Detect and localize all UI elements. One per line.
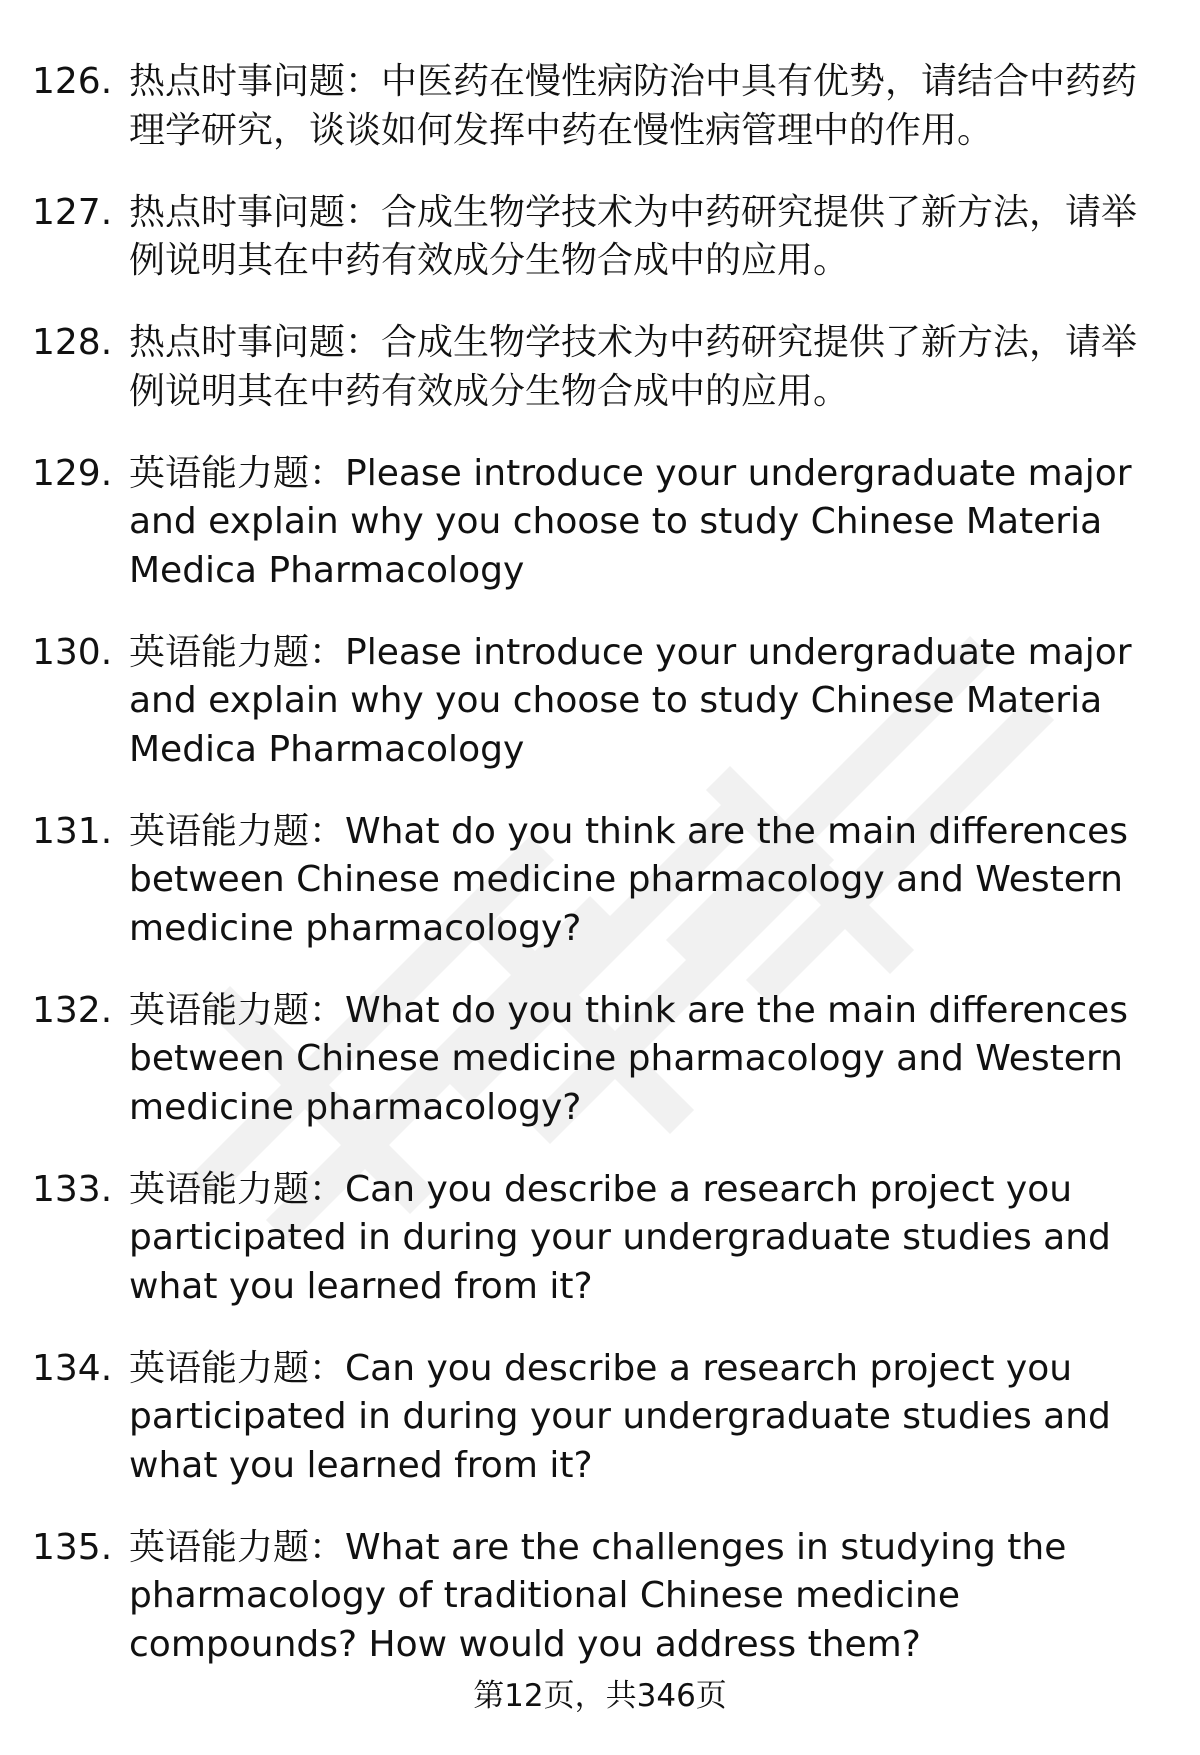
question-number: 132. (32, 989, 113, 1031)
question-text: 热点时事问题：中医药在慢性病防治中具有优势，请结合中药药理学研究，谈谈如何发挥中药在慢性病管理中的作用。 (129, 61, 1138, 151)
question-number: 129. (32, 452, 113, 494)
question-item-135 (32, 1524, 1162, 1670)
question-number: 128. (32, 322, 113, 363)
page-indicator: 第12页，共346页 (473, 1678, 727, 1714)
question-number: 134. (32, 1347, 113, 1389)
question-number: 133. (32, 1168, 113, 1210)
question-item-134 (32, 1345, 1162, 1491)
question-text: 英语能力题：What do you think are the main differences between Chinese medicine pharmacology and Western medicine pharmacology? (129, 989, 1129, 1128)
question-text: 英语能力题：What are the challenges in studying the pharmacology of traditional Chinese medicine compounds? How would you address them? (129, 1526, 1067, 1665)
question-item-128 (32, 319, 1162, 416)
question-text: 英语能力题：What do you think are the main differences between Chinese medicine pharmacology and Western medicine pharmacology? (129, 810, 1129, 949)
question-text: 热点时事问题：合成生物学技术为中药研究提供了新方法，请举例说明其在中药有效成分生物合成中的应用。 (129, 322, 1138, 412)
question-text: 英语能力题：Can you describe a research project you participated in during your undergraduate studies and what you learned from it? (129, 1168, 1111, 1307)
question-item-129 (32, 450, 1162, 596)
question-list (32, 58, 1162, 1703)
question-text: 英语能力题：Please introduce your undergraduate major and explain why you choose to study Chinese Materia Medica Pharmacology (129, 452, 1132, 591)
question-text: 热点时事问题：合成生物学技术为中药研究提供了新方法，请举例说明其在中药有效成分生物合成中的应用。 (129, 191, 1138, 281)
question-item-131 (32, 808, 1162, 954)
question-number: 130. (32, 631, 113, 673)
question-number: 131. (32, 810, 113, 852)
question-number: 127. (32, 191, 113, 233)
question-item-130 (32, 629, 1162, 775)
question-item-127 (32, 189, 1162, 286)
question-number: 126. (32, 61, 113, 102)
question-item-133 (32, 1166, 1162, 1312)
question-item-132 (32, 987, 1162, 1133)
question-item-126 (32, 58, 1162, 155)
question-number: 135. (32, 1526, 113, 1568)
question-text: 英语能力题：Please introduce your undergraduate major and explain why you choose to study Chinese Materia Medica Pharmacology (129, 631, 1132, 770)
question-text: 英语能力题：Can you describe a research project you participated in during your undergraduate studies and what you learned from it? (129, 1347, 1111, 1486)
